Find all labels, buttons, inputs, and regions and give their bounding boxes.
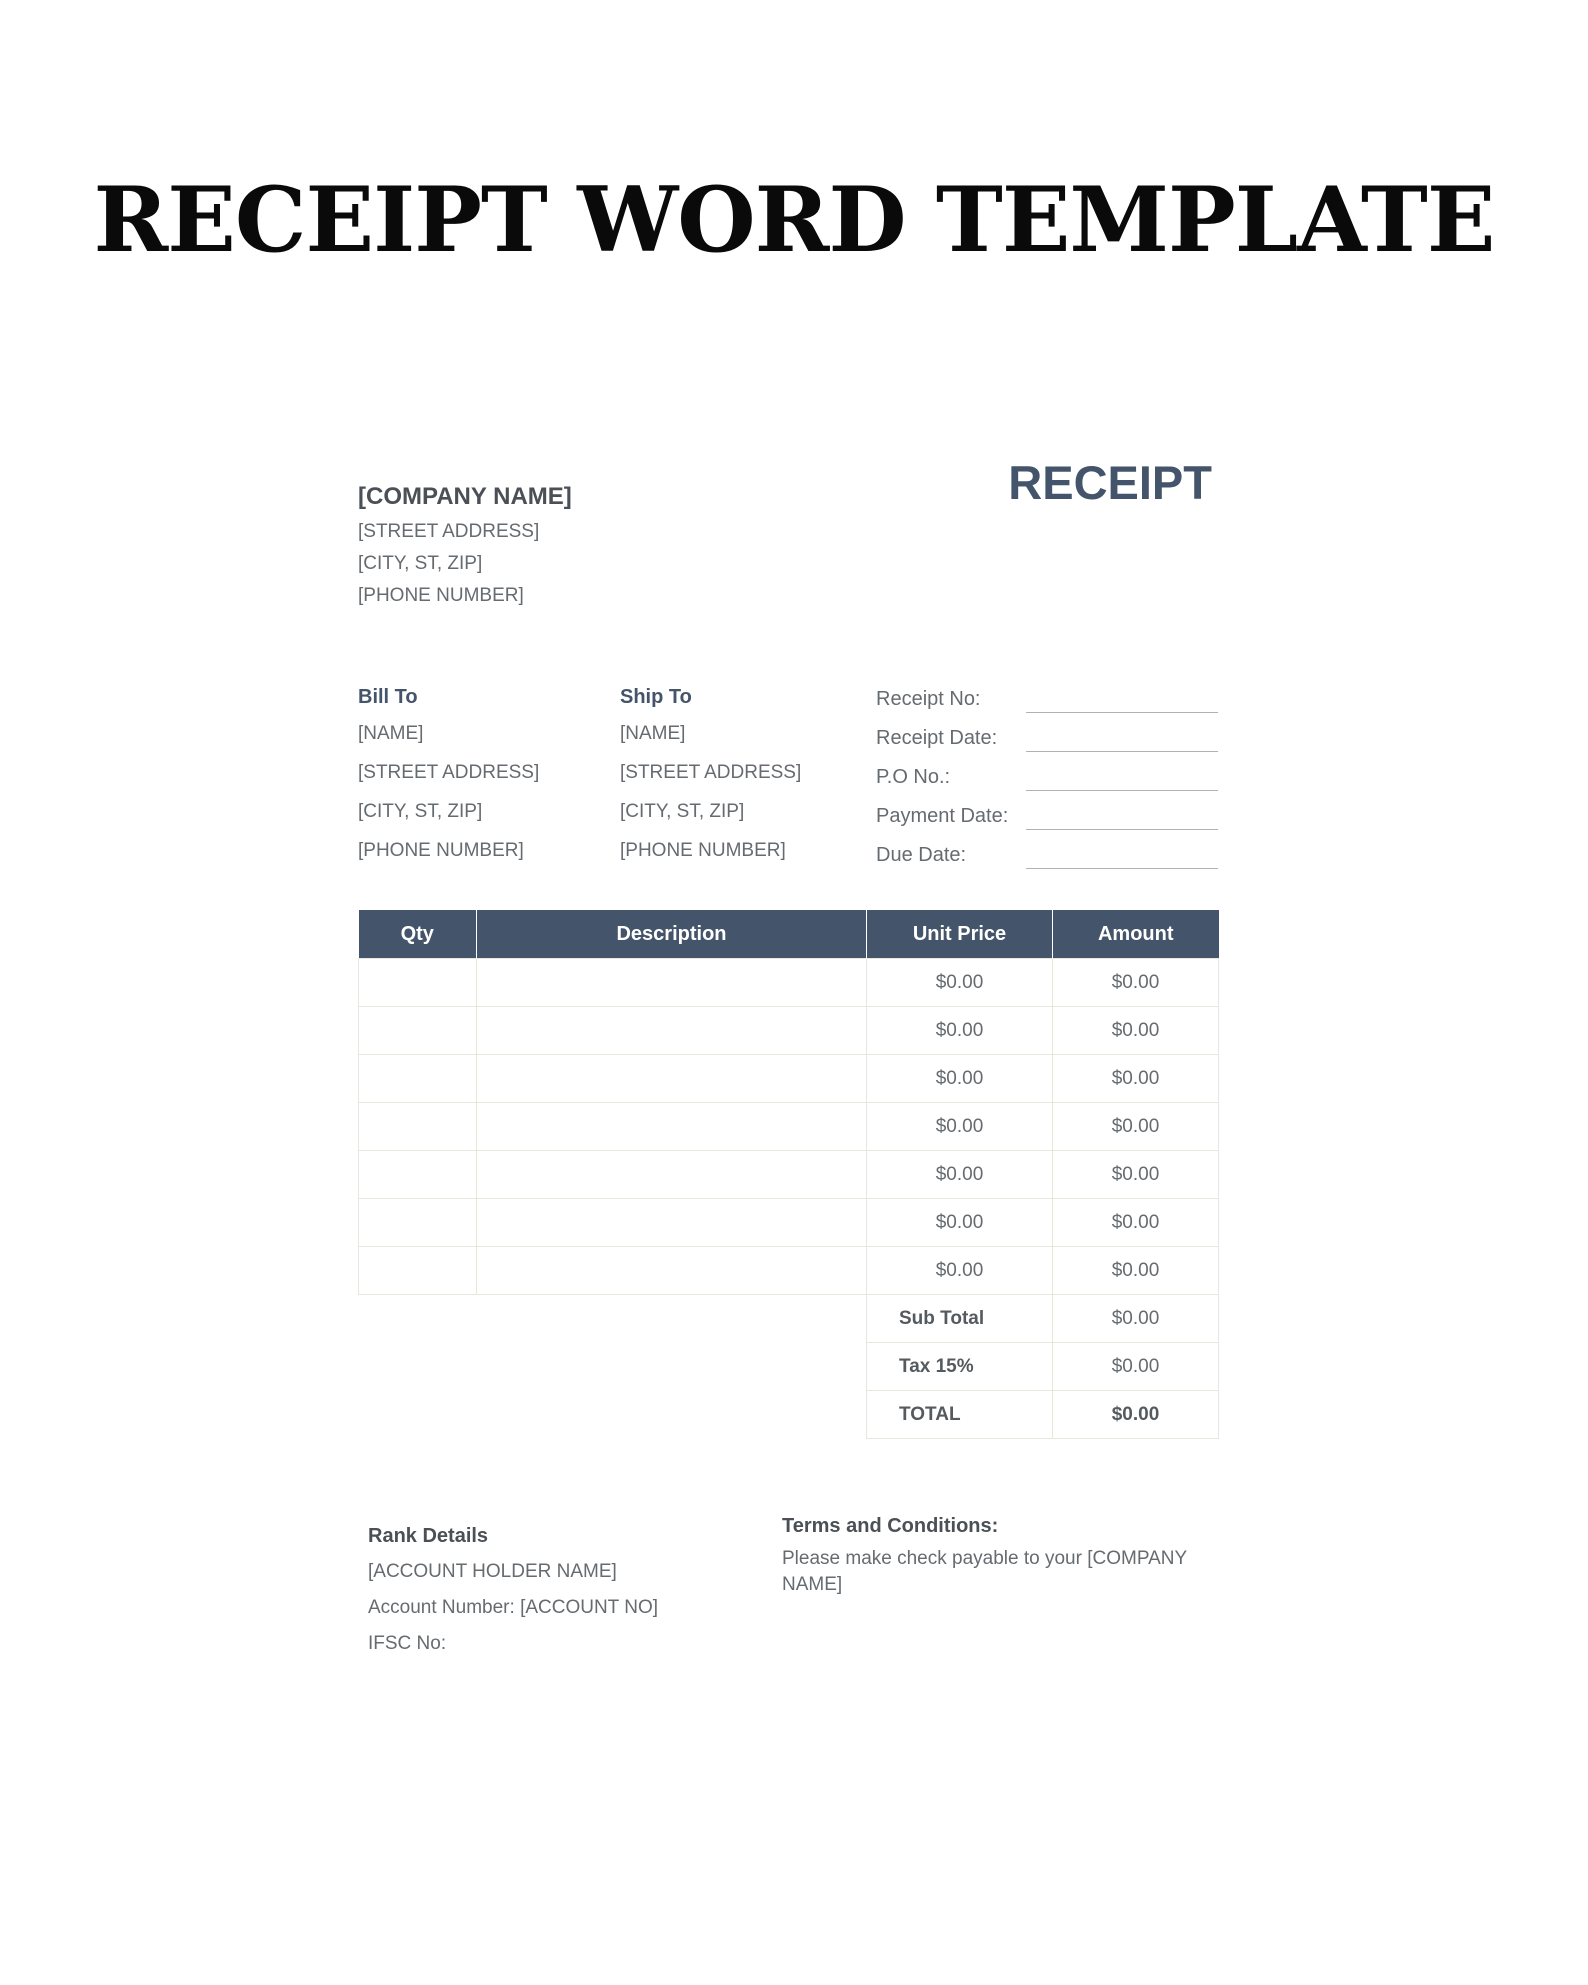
table-row (359, 1055, 1219, 1103)
tax-row (359, 1343, 1219, 1391)
company-street: [STREET ADDRESS] (358, 521, 540, 542)
description-cell[interactable] (477, 1055, 867, 1103)
tax-value: $0.00 (1053, 1343, 1219, 1391)
bank-details-heading: Rank Details (368, 1525, 489, 1547)
company-block (358, 478, 572, 612)
description-cell[interactable] (477, 959, 867, 1007)
po-no-row (876, 758, 1218, 797)
ship-to-block (620, 680, 801, 870)
receipt-no-field[interactable] (1026, 686, 1218, 713)
unit-price-cell[interactable]: $0.00 (867, 1247, 1053, 1295)
qty-cell[interactable] (359, 1199, 477, 1247)
ship-to-city: [CITY, ST, ZIP] (620, 801, 745, 822)
due-date-label: Due Date: (876, 844, 967, 866)
terms-heading: Terms and Conditions: (782, 1515, 999, 1537)
unit-price-cell[interactable]: $0.00 (867, 1055, 1053, 1103)
due-date-row (876, 836, 1218, 875)
amount-cell: $0.00 (1053, 1007, 1219, 1055)
qty-cell[interactable] (359, 1103, 477, 1151)
qty-cell[interactable] (359, 1007, 477, 1055)
qty-cell[interactable] (359, 1055, 477, 1103)
description-cell[interactable] (477, 1007, 867, 1055)
ship-to-phone: [PHONE NUMBER] (620, 840, 786, 861)
total-row (359, 1391, 1219, 1439)
account-holder: [ACCOUNT HOLDER NAME] (368, 1561, 617, 1582)
amount-cell: $0.00 (1053, 1151, 1219, 1199)
unit-price-cell[interactable]: $0.00 (867, 1007, 1053, 1055)
amount-cell: $0.00 (1053, 1247, 1219, 1295)
amount-cell: $0.00 (1053, 1103, 1219, 1151)
receipt-no-label: Receipt No: (876, 688, 981, 710)
bill-to-phone: [PHONE NUMBER] (358, 840, 524, 861)
unit-price-cell[interactable]: $0.00 (867, 959, 1053, 1007)
receipt-heading: RECEIPT (1008, 456, 1212, 509)
description-cell[interactable] (477, 1199, 867, 1247)
unit-price-header: Unit Price (867, 910, 1053, 959)
unit-price-cell[interactable]: $0.00 (867, 1151, 1053, 1199)
terms-text: Please make check payable to your [COMPANY NAME] (782, 1548, 1187, 1595)
table-row (359, 1199, 1219, 1247)
payment-date-label: Payment Date: (876, 805, 1009, 827)
table-row (359, 1007, 1219, 1055)
amount-cell: $0.00 (1053, 959, 1219, 1007)
tax-label: Tax 15% (867, 1343, 1053, 1391)
bill-to-heading: Bill To (358, 686, 418, 708)
qty-header: Qty (359, 910, 477, 959)
qty-cell[interactable] (359, 1247, 477, 1295)
table-row (359, 1103, 1219, 1151)
qty-cell[interactable] (359, 959, 477, 1007)
table-header-row (359, 910, 1219, 959)
receipt-meta (876, 680, 1218, 875)
table-row (359, 1151, 1219, 1199)
terms-and-conditions (782, 1510, 1202, 1598)
description-cell[interactable] (477, 1103, 867, 1151)
due-date-field[interactable] (1026, 842, 1218, 869)
ship-to-name: [NAME] (620, 723, 686, 744)
amount-cell: $0.00 (1053, 1055, 1219, 1103)
payment-date-field[interactable] (1026, 803, 1218, 830)
bill-to-city: [CITY, ST, ZIP] (358, 801, 483, 822)
company-name: [COMPANY NAME] (358, 483, 572, 510)
unit-price-cell[interactable]: $0.00 (867, 1103, 1053, 1151)
receipt-no-row (876, 680, 1218, 719)
subtotal-label: Sub Total (867, 1295, 1053, 1343)
description-header: Description (477, 910, 867, 959)
table-row (359, 1247, 1219, 1295)
subtotal-value: $0.00 (1053, 1295, 1219, 1343)
ship-to-heading: Ship To (620, 686, 692, 708)
account-number: Account Number: [ACCOUNT NO] (368, 1597, 659, 1618)
company-city: [CITY, ST, ZIP] (358, 553, 483, 574)
amount-cell: $0.00 (1053, 1199, 1219, 1247)
ship-to-street: [STREET ADDRESS] (620, 762, 802, 783)
description-cell[interactable] (477, 1247, 867, 1295)
ifsc-number: IFSC No: (368, 1633, 447, 1654)
bill-to-street: [STREET ADDRESS] (358, 762, 540, 783)
receipt-date-field[interactable] (1026, 725, 1218, 752)
total-value: $0.00 (1053, 1391, 1219, 1439)
po-no-label: P.O No.: (876, 766, 951, 788)
description-cell[interactable] (477, 1151, 867, 1199)
amount-header: Amount (1053, 910, 1219, 959)
bank-details (368, 1518, 658, 1662)
receipt-date-label: Receipt Date: (876, 727, 998, 749)
page-title: RECEIPT WORD TEMPLATE (93, 167, 1495, 273)
payment-date-row (876, 797, 1218, 836)
bill-to-name: [NAME] (358, 723, 424, 744)
receipt-date-row (876, 719, 1218, 758)
unit-price-cell[interactable]: $0.00 (867, 1199, 1053, 1247)
subtotal-row (359, 1295, 1219, 1343)
company-phone: [PHONE NUMBER] (358, 585, 524, 606)
table-row (359, 959, 1219, 1007)
po-no-field[interactable] (1026, 764, 1218, 791)
bill-to-block (358, 680, 539, 870)
total-label: TOTAL (867, 1391, 1053, 1439)
items-table (358, 910, 1219, 1439)
qty-cell[interactable] (359, 1151, 477, 1199)
